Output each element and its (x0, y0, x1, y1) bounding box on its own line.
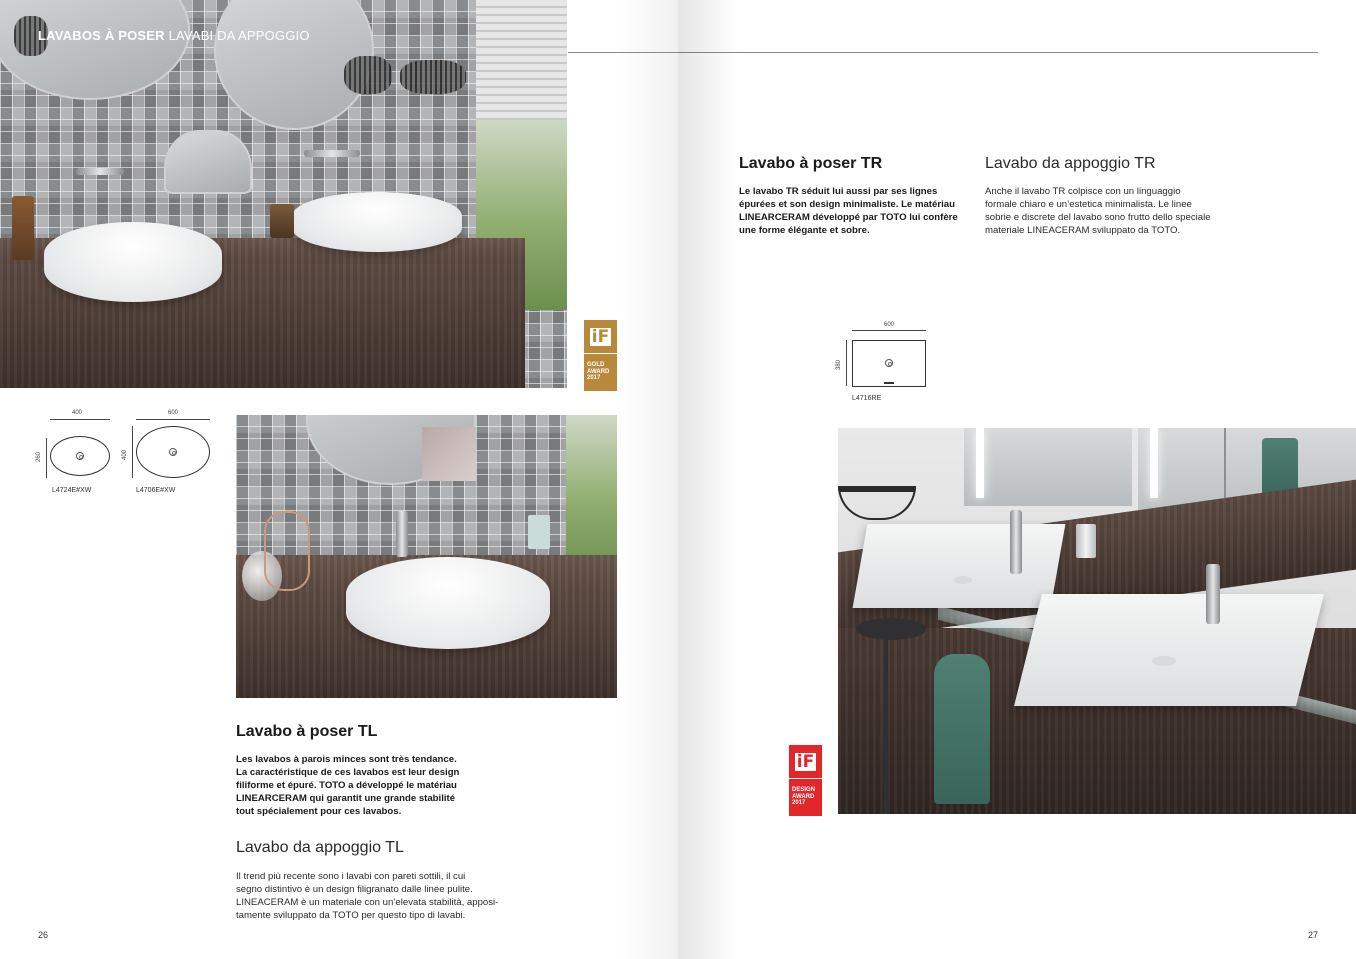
dim-depth-label: 380 (836, 359, 842, 370)
section-header (38, 28, 310, 43)
drain-icon (169, 448, 177, 456)
dim-width-label: 600 (168, 410, 179, 416)
badge-line-1: GOLD (587, 362, 605, 368)
page-number-left: 26 (38, 930, 49, 940)
text-line: LINEACERAM è un materiale con un’elevata stabilità, apposi- (236, 897, 499, 908)
tl-body-fr (236, 753, 459, 818)
product-code: L4706E#XW (136, 487, 176, 494)
text-line: tout spécialement pour ces lavabos. (236, 806, 402, 817)
tr-body-it (985, 185, 1211, 237)
photo-tl-basin-detail (236, 415, 617, 698)
section-header-bold: LAVABOS À POSER (38, 28, 165, 43)
text-line: LINEARCERAM développé par TOTO lui confère (739, 212, 958, 223)
tr-title-fr: Lavabo à poser TR (739, 155, 883, 172)
badge-line-3: 2017 (792, 800, 806, 806)
if-award-icon: iF (584, 320, 617, 353)
dim-depth-label: 400 (122, 449, 128, 460)
hero-photo-tl-basins (0, 0, 567, 388)
badge-line-2: AWARD (792, 793, 815, 800)
text-line: filiforme et épuré. TOTO a développé le matériau (236, 780, 457, 791)
tr-title-it: Lavabo da appoggio TR (985, 155, 1156, 172)
tr-body-fr (739, 185, 958, 237)
text-line: segno distintivo è un design filigranato dalle linee pulite. (236, 884, 473, 895)
text-line: Il trend più recente sono i lavabi con pareti sottili, il cui (236, 871, 466, 882)
text-line: sobrie e discrete del lavabo sono frutto dello speciale (985, 212, 1211, 223)
text-line: Le lavabo TR séduit lui aussi par ses lignes (739, 186, 938, 197)
dim-depth-label: 260 (36, 451, 42, 462)
text-line: materiale LINEACERAM sviluppato da TOTO. (985, 225, 1181, 236)
tech-drawing-tl-large (118, 410, 218, 500)
product-code: L4724E#XW (52, 487, 92, 494)
dim-width-label: 400 (72, 410, 83, 416)
text-line: une forme élégante et sobre. (739, 225, 870, 236)
badge-line-3: 2017 (587, 375, 601, 381)
header-rule (568, 52, 1318, 53)
drain-icon (76, 452, 84, 460)
text-line: épurées et son design minimaliste. Le matériau (739, 199, 955, 210)
text-line: Les lavabos à parois minces sont très tendance. (236, 754, 457, 765)
text-line: Anche il lavabo TR colpisce con un linguaggio (985, 186, 1181, 197)
text-line: tamente sviluppato da TOTO per questo tipo di lavabi. (236, 910, 466, 921)
text-line: LINEARCERAM qui garantit une grande stabilité (236, 793, 456, 804)
photo-tr-basins (838, 428, 1356, 814)
right-page (678, 0, 1356, 959)
tl-body-it (236, 870, 498, 922)
section-header-light: LAVABI DA APPOGGIO (168, 28, 310, 43)
badge-line-2: AWARD (587, 368, 610, 375)
tech-drawing-tr (834, 320, 934, 410)
text-line: formale chiaro e un’estetica minimalista. Le linee (985, 199, 1192, 210)
if-gold-award-badge (584, 320, 617, 391)
if-design-award-badge (789, 745, 822, 816)
dim-width-label: 600 (884, 322, 895, 328)
drain-icon (885, 359, 893, 367)
overflow-mark (884, 382, 894, 384)
tech-drawing-tl-small (36, 410, 116, 500)
text-line: La caractéristique de ces lavabos est leur design (236, 767, 460, 778)
if-award-icon: iF (789, 745, 822, 778)
tl-title-it: Lavabo da appoggio TL (236, 839, 404, 856)
badge-line-1: DESIGN (792, 787, 816, 793)
tl-title-fr: Lavabo à poser TL (236, 723, 378, 740)
page-number-right: 27 (1308, 930, 1319, 940)
product-code: L4716RE (852, 395, 882, 402)
